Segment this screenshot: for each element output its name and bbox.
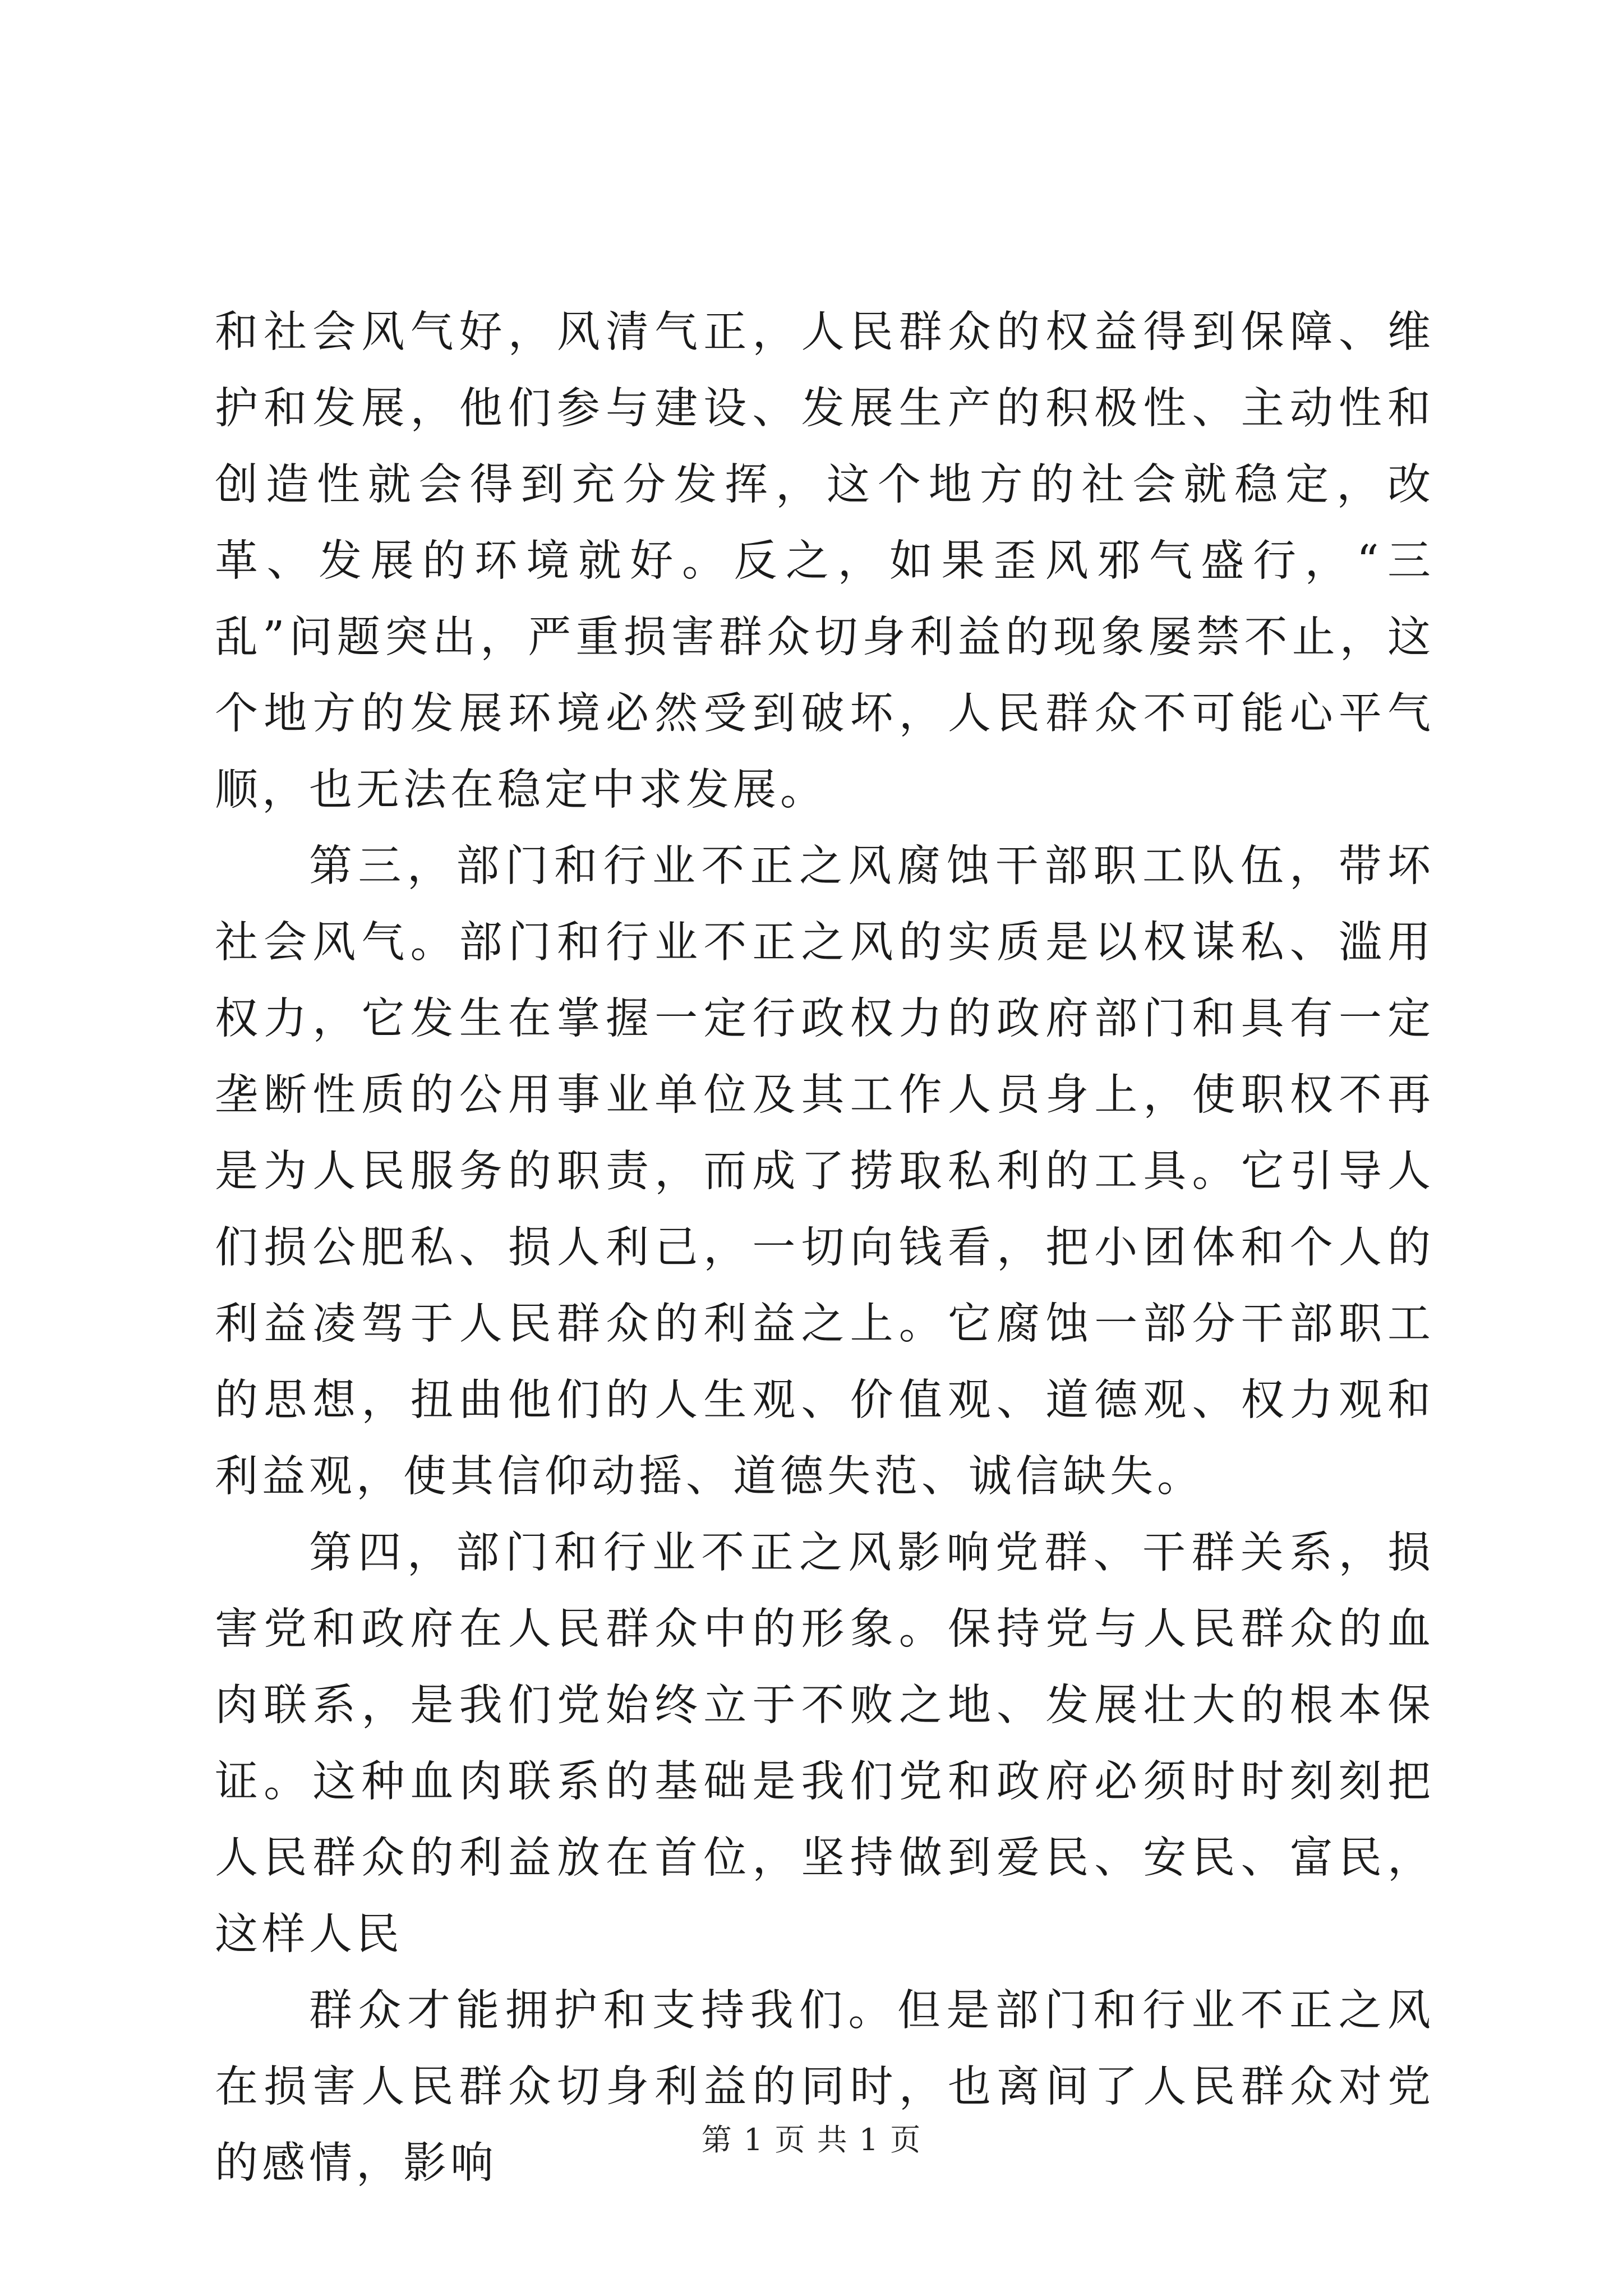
paragraph-1: 和社会风气好，风清气正，人民群众的权益得到保障、维护和发展，他们参与建设、发展生产的积极性、主动性和创造性就会得到充分发挥，这个地方的社会就稳定，改革、发展的环境就好。反之，如果歪风邪气盛行，“三乱”问题突出，严重损害群众切身利益的现象屡禁不止，这个地方的发展环境必然受到破坏，人民群众不可能心平气顺，也无法在稳定中求发展。 (215, 307, 1435, 815)
paragraph-3: 第四，部门和行业不正之风影响党群、干群关系，损害党和政府在人民群众中的形象。保持党与人民群众的血肉联系，是我们党始终立于不败之地、发展壮大的根本保证。这种血肉联系的基础是我们党和政府必须时时刻刻把人民群众的利益放在首位，坚持做到爱民、安民、富民，这样人民 (215, 1528, 1435, 1959)
document-body (215, 295, 1435, 2202)
paragraph-4: 群众才能拥护和支持我们。但是部门和行业不正之风在损害人民群众切身利益的同时，也离间了人民群众对党的感情，影响 (215, 1986, 1435, 2188)
paragraph-2: 第三，部门和行业不正之风腐蚀干部职工队伍，带坏社会风气。部门和行业不正之风的实质是以权谋私、滥用权力，它发生在掌握一定行政权力的政府部门和具有一定垄断性质的公用事业单位及其工作人员身上，使职权不再是为人民服务的职责，而成了捞取私利的工具。它引导人们损公肥私、损人利己，一切向钱看，把小团体和个人的利益凌驾于人民群众的利益之上。它腐蚀一部分干部职工的思想，扭曲他们的人生观、价值观、道德观、权力观和利益观，使其信仰动摇、道德失范、诚信缺失。 (215, 841, 1435, 1502)
page-number-footer: 第 1 页 共 1 页 (701, 2122, 922, 2157)
